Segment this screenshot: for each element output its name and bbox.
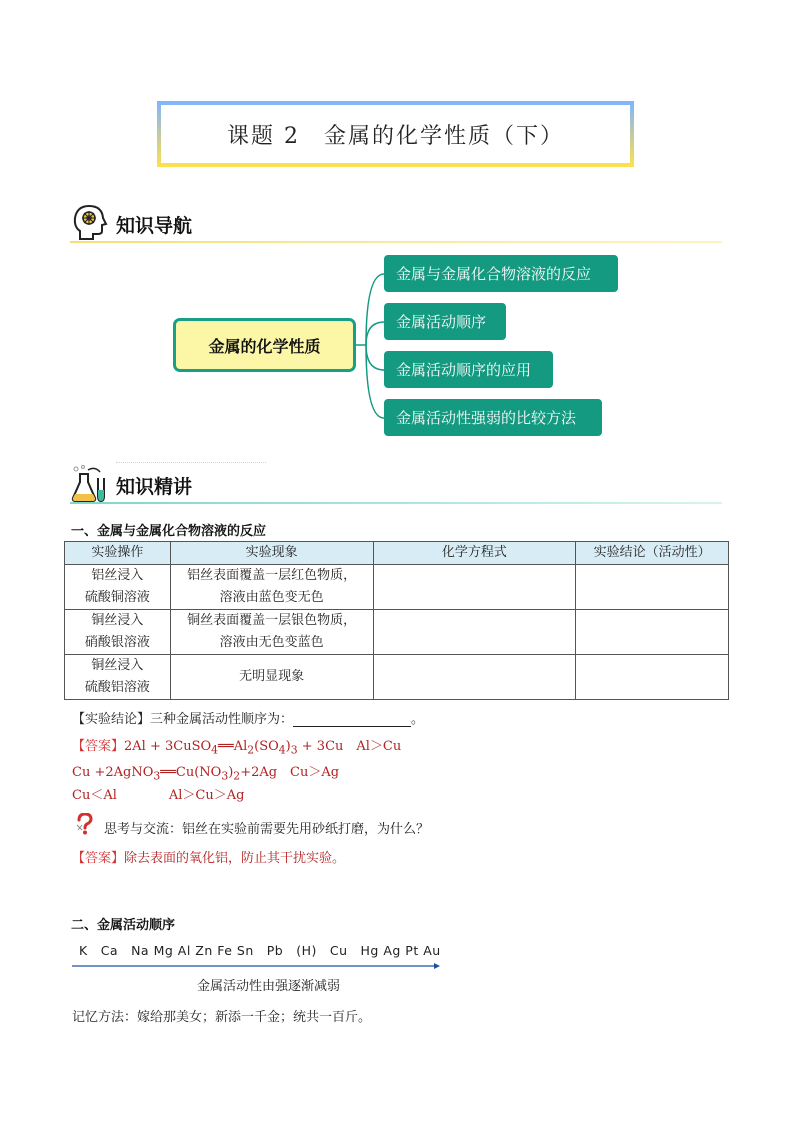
think-question: 思考与交流：铝丝在实验前需要先用砂纸打磨，为什么？ bbox=[104, 822, 430, 837]
table-cell-conclusion[interactable] bbox=[576, 565, 729, 610]
table-header: 实验结论（活动性） bbox=[576, 542, 729, 565]
conclusion-line: 【实验结论】三种金属活动性顺序为： 。 bbox=[72, 712, 425, 727]
section-label-lecture: 知识精讲 bbox=[116, 476, 193, 498]
table-cell-conclusion[interactable] bbox=[576, 610, 729, 655]
head-gear-icon bbox=[72, 203, 108, 243]
table-cell-phenomenon: 无明显现象 bbox=[170, 655, 373, 700]
answer-blank[interactable] bbox=[293, 712, 411, 727]
table-cell-equation[interactable] bbox=[373, 610, 576, 655]
mindmap-node-4: 金属活动性强弱的比较方法 bbox=[384, 399, 602, 436]
section-dotted-rule bbox=[116, 462, 266, 463]
lab-flask-icon bbox=[70, 464, 110, 504]
section-divider bbox=[70, 241, 722, 243]
answer-line-1: 【答案】$2Al + 3CuSO_4══Al_2(SO_4)_3 + 3Cu$ Al＞Cu bbox=[72, 739, 402, 757]
table-header: 化学方程式 bbox=[373, 542, 576, 565]
table-cell-phenomenon: 铜丝表面覆盖一层银色物质， 溶液由无色变蓝色 bbox=[170, 610, 373, 655]
answer-line-2: $Cu +2AgNO_3══Cu(NO_3)_2+2Ag$ Cu＞Ag bbox=[72, 765, 340, 783]
section-label-navigation: 知识导航 bbox=[116, 215, 193, 237]
table-row bbox=[65, 655, 729, 700]
table-cell-equation[interactable] bbox=[373, 655, 576, 700]
table-cell-conclusion[interactable] bbox=[576, 655, 729, 700]
activity-series: K Ca Na Mg Al Zn Fe Sn Pb (H) Cu Hg Ag Pt Au bbox=[79, 943, 441, 958]
answer-line-3: Cu＜Al Al＞Cu＞Ag bbox=[72, 788, 245, 803]
think-answer: 【答案】除去表面的氧化铝，防止其干扰实验。 bbox=[72, 851, 346, 866]
table-cell-operation: 铝丝浸入 硫酸铜溶液 bbox=[65, 565, 171, 610]
table-cell-phenomenon: 铝丝表面覆盖一层红色物质， 溶液由蓝色变无色 bbox=[170, 565, 373, 610]
question-mark-icon bbox=[76, 813, 94, 835]
table-cell-operation: 铜丝浸入 硫酸铝溶液 bbox=[65, 655, 171, 700]
section-divider bbox=[70, 502, 722, 504]
series-arrow bbox=[72, 961, 442, 971]
part2-heading: 二、金属活动顺序 bbox=[71, 918, 176, 933]
table-row bbox=[65, 565, 729, 610]
table-cell-operation: 铜丝浸入 硝酸银溶液 bbox=[65, 610, 171, 655]
section-header-lecture bbox=[70, 464, 722, 504]
experiment-table bbox=[64, 541, 729, 700]
memory-method: 记忆方法：嫁给那美女；新添一千金；统共一百斤。 bbox=[72, 1010, 372, 1025]
table-header: 实验操作 bbox=[65, 542, 171, 565]
mindmap-node-3: 金属活动顺序的应用 bbox=[384, 351, 553, 388]
table-row bbox=[65, 610, 729, 655]
part1-heading: 一、金属与金属化合物溶液的反应 bbox=[71, 524, 267, 539]
mindmap-node-2: 金属活动顺序 bbox=[384, 303, 506, 340]
section-header-navigation bbox=[70, 203, 722, 243]
mindmap-root: 金属的化学性质 bbox=[173, 318, 356, 372]
mindmap-connectors bbox=[356, 270, 388, 422]
table-header: 实验现象 bbox=[170, 542, 373, 565]
title-box bbox=[157, 101, 634, 167]
table-header-row bbox=[65, 542, 729, 565]
series-arrow-label: 金属活动性由强逐渐减弱 bbox=[197, 979, 341, 994]
page-title: 课题 2 金属的化学性质（下） bbox=[227, 123, 564, 149]
mindmap-node-1: 金属与金属化合物溶液的反应 bbox=[384, 255, 618, 292]
table-cell-equation[interactable] bbox=[373, 565, 576, 610]
